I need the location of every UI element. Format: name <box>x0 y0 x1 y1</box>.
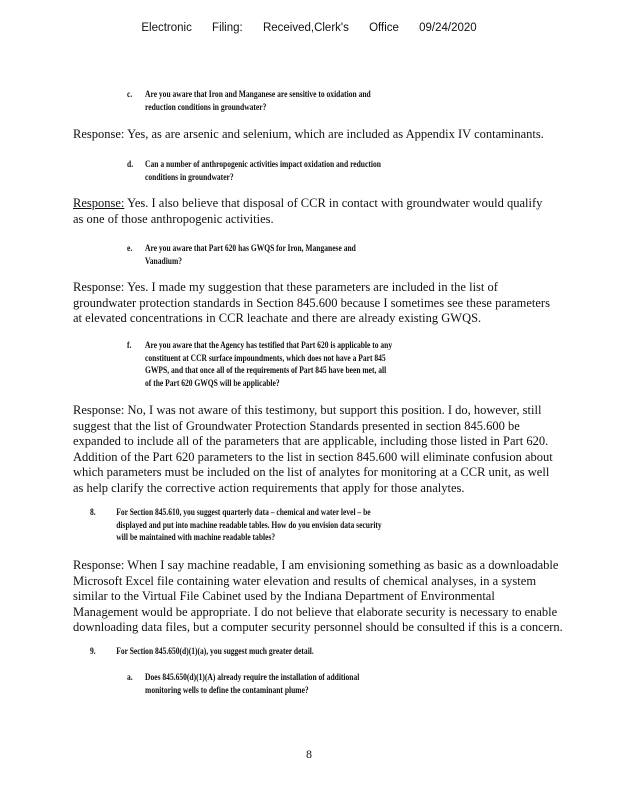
header-part: Electronic <box>141 22 192 34</box>
response-line: When I say machine readable, I am envisioning something as basic as a downloadable <box>127 558 559 572</box>
response-c <box>73 127 603 143</box>
question-label: e. <box>127 243 133 253</box>
question-9a <box>127 671 359 696</box>
response-line: Microsoft Excel file containing water elevation and results of chemical analyses, in a system <box>73 573 537 588</box>
response-line: as one of those anthropogenic activities. <box>73 211 274 226</box>
question-line: Are you aware that the Agency has testified that Part 620 is applicable to any <box>145 340 393 350</box>
question-line: Can a number of anthropogenic activities impact oxidation and reduction <box>145 159 381 169</box>
header-part: Received,Clerk's <box>262 22 349 34</box>
question-f <box>127 339 392 389</box>
question-line: displayed and put into machine readable tables. How do you envision data security <box>116 519 382 530</box>
response-line: Yes. I made my suggestion that these parameters are included in the list of <box>127 280 498 294</box>
response-heading: Response: <box>73 558 125 572</box>
question-label: d. <box>127 159 134 169</box>
question-line: monitoring wells to define the contaminant plume? <box>145 684 309 695</box>
response-e <box>73 280 603 327</box>
question-line: For Section 845.650(d)(1)(a), you suggest much greater detail. <box>116 646 314 656</box>
response-line: Yes, as are arsenic and selenium, which are included as Appendix IV contaminants. <box>127 127 544 141</box>
response-8 <box>73 558 603 636</box>
response-line: groundwater protection standards in Section 845.600 because I sometimes see these parameters <box>73 295 550 310</box>
response-line: at elevated concentrations in CCR leachate and there are already existing GWQS. <box>73 311 482 325</box>
response-f <box>73 403 603 496</box>
question-d <box>127 158 381 183</box>
question-8 <box>90 506 382 544</box>
response-line: Yes. I also believe that disposal of CCR in contact with groundwater would qualify <box>127 196 543 210</box>
question-label: f. <box>127 340 132 350</box>
question-label: a. <box>127 672 133 682</box>
question-line: will be maintained with machine readable tables? <box>116 532 276 542</box>
question-line: constituent at CCR surface impoundments, which does not have a Part 845 <box>145 352 386 363</box>
question-label: 8. <box>90 507 96 517</box>
question-line: Vanadium? <box>145 255 183 266</box>
response-line: Addition of the Part 620 parameters to the list in section 845.600 will eliminate confusion about <box>73 449 553 464</box>
header-part: Filing: <box>212 22 243 34</box>
question-line: For Section 845.610, you suggest quarterly data – chemical and water level – be <box>116 507 371 517</box>
question-line: Does 845.650(d)(1)(A) already require the installation of additional <box>145 672 360 682</box>
response-line: Management would be appropriate. I do not believe that elaborate security is necessary to enable <box>73 604 558 619</box>
question-9 <box>90 645 314 658</box>
question-label: 9. <box>90 646 96 656</box>
question-line: reduction conditions in groundwater? <box>145 101 267 112</box>
question-line: conditions in groundwater? <box>145 171 234 182</box>
response-line: as help clarify the corrective action requirements that apply for those analytes. <box>73 480 465 495</box>
header-part: Office <box>369 22 399 34</box>
question-e <box>127 242 356 267</box>
filing-header <box>0 22 618 34</box>
question-line: GWPS, and that once all of the requirements of Part 845 have been met, all <box>145 365 387 375</box>
question-line: of the Part 620 GWQS will be applicable? <box>145 377 280 388</box>
question-c <box>127 88 371 113</box>
response-line: suggest that the list of Groundwater Protection Standards presented in section 845.600 be <box>73 418 520 433</box>
question-line: Are you aware that Iron and Manganese are sensitive to oxidation and <box>145 89 371 99</box>
question-label: c. <box>127 89 133 99</box>
response-heading: Response: <box>73 280 125 294</box>
response-line: which parameters must be included on the list of analytes for monitoring at a CCR unit, as well <box>73 465 550 479</box>
response-line: expanded to include all of the parameters that are applicable, including those listed in Part 620. <box>73 434 549 448</box>
response-line: downloading data files, but a computer security personnel should be consulted if this is a concern. <box>73 620 563 634</box>
response-heading: Response: <box>73 127 125 141</box>
page-number: 8 <box>306 747 312 761</box>
response-line: No, I was not aware of this testimony, but support this position. I do, however, still <box>127 403 542 417</box>
response-heading: Response: <box>73 403 125 417</box>
response-heading: Response: <box>73 196 125 210</box>
header-part: 09/24/2020 <box>419 22 477 34</box>
response-d <box>73 196 603 227</box>
response-line: similar to the Virtual File Cabinet used by the Indiana Department of Environmental <box>73 589 495 603</box>
question-line: Are you aware that Part 620 has GWQS for Iron, Manganese and <box>145 243 356 253</box>
